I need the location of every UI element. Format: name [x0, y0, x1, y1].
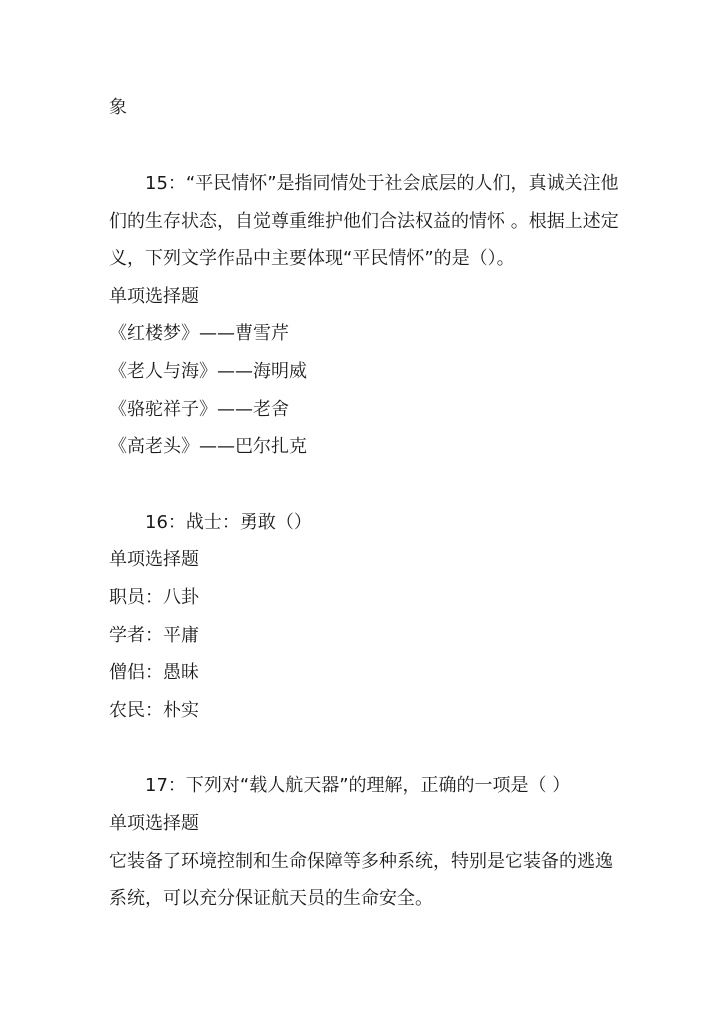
option-a: 职员：八卦 [109, 587, 199, 608]
question-15-stem-line-3: 义，下列文学作品中主要体现“平民情怀”的是（）。 [109, 248, 515, 269]
text-fragment: 象 [109, 97, 127, 118]
question-15-stem-line-1: 15：“平民情怀”是指同情处于社会底层的人们，真诚关注他 [145, 173, 619, 194]
option-d: 农民：朴实 [109, 700, 199, 721]
option-b: 《老人与海》——海明威 [109, 361, 307, 382]
question-type-label: 单项选择题 [109, 813, 199, 834]
option-c: 僧侣：愚昧 [109, 662, 199, 683]
option-a-line-2: 系统，可以充分保证航天员的生命安全。 [109, 888, 433, 909]
option-a-line-1: 它装备了环境控制和生命保障等多种系统，特别是它装备的逃逸 [109, 851, 613, 872]
question-15-stem-line-2: 们的生存状态，自觉尊重维护他们合法权益的情怀 。根据上述定 [109, 211, 619, 232]
option-a: 《红楼梦》——曹雪芹 [109, 323, 289, 344]
question-type-label: 单项选择题 [109, 549, 199, 570]
question-type-label: 单项选择题 [109, 286, 199, 307]
option-d: 《高老头》——巴尔扎克 [109, 436, 307, 457]
question-16-stem: 16：战士：勇敢（） [145, 512, 312, 533]
question-17-stem: 17：下列对“载人航天器”的理解，正确的一项是（ ） [145, 775, 571, 796]
option-b: 学者：平庸 [109, 625, 199, 646]
option-c: 《骆驼祥子》——老舍 [109, 399, 289, 420]
